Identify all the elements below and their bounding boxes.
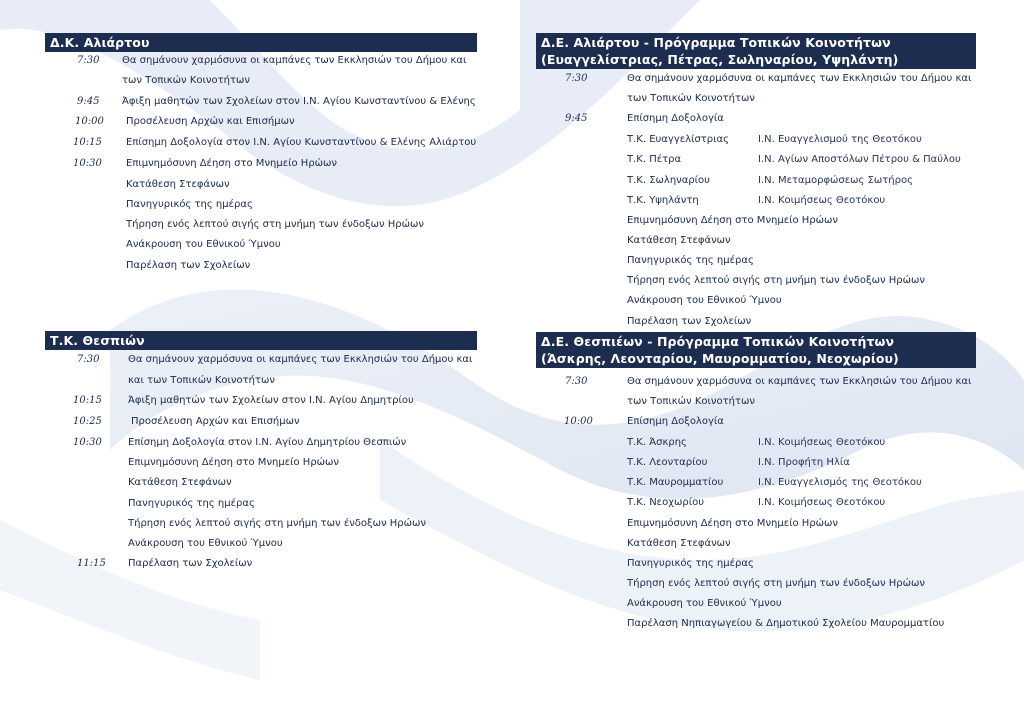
row-text: Παρέλαση των Σχολείων xyxy=(128,558,253,569)
time-label: 9:45 xyxy=(565,113,588,124)
section-thespies xyxy=(45,331,477,350)
section-thespieon-communities xyxy=(536,332,976,368)
schedule-thespies xyxy=(45,353,485,583)
row-text: Τ.Κ. Ευαγγελίστριας xyxy=(627,134,729,145)
row-text: Τ.Κ. Υψηλάντη xyxy=(627,195,699,206)
section-title-thespieon-communities xyxy=(536,332,976,368)
row-text: Επιμνημόσυνη Δέηση στο Μνημείο Ηρώων xyxy=(627,215,839,226)
row-text: Θα σημάνουν χαρμόσυνα οι καμπάνες των Εκκλησιών του Δήμου και xyxy=(627,376,972,387)
row-text: Επίσημη Δοξολογία στον Ι.Ν. Αγίου Κωνσταντίνου & Ελένης Αλιάρτου xyxy=(126,137,477,148)
church-name: Ι.Ν. Προφήτη Ηλία xyxy=(758,457,850,468)
row-text: Επιμνημόσυνη Δέηση στο Μνημείο Ηρώων xyxy=(126,158,338,169)
time-label: 10:15 xyxy=(73,395,102,406)
time-label: 10:30 xyxy=(73,158,102,169)
row-text: Άφιξη μαθητών των Σχολείων στον Ι.Ν. Αγίου Δημητρίου xyxy=(128,395,414,406)
row-text: Επίσημη Δοξολογία xyxy=(627,416,724,427)
row-text: Τ.Κ. Μαυρομματίου xyxy=(627,477,724,488)
row-text: Τήρηση ενός λεπτού σιγής στη μνήμη των ένδοξων Ηρώων xyxy=(126,219,424,230)
time-label: 9:45 xyxy=(77,96,100,107)
time-label: 10:15 xyxy=(73,137,102,148)
row-text: Κατάθεση Στεφάνων xyxy=(128,477,232,488)
row-text: Παρέλαση των Σχολείων xyxy=(126,260,251,271)
time-label: 7:30 xyxy=(77,354,100,365)
row-text: Τ.Κ. Λεονταρίου xyxy=(627,457,708,468)
row-text: Τ.Κ. Νεοχωρίου xyxy=(627,497,704,508)
title-line-1: Δ.Ε. Θεσπιέων - Πρόγραμμα Τοπικών Κοινοτήτων xyxy=(541,334,895,349)
title-line-2: (Ευαγγελίστριας, Πέτρας, Σωληναρίου, Υψηλάντη) xyxy=(541,52,899,67)
church-name: Ι.Ν. Κοιμήσεως Θεοτόκου xyxy=(758,437,886,448)
row-text: Τήρηση ενός λεπτού σιγής στη μνήμη των ένδοξων Ηρώων xyxy=(128,518,426,529)
row-text: Επιμνημόσυνη Δέηση στο Μνημείο Ηρώων xyxy=(627,518,839,529)
time-label: 10:00 xyxy=(564,416,593,427)
row-text: Επίσημη Δοξολογία στον Ι.Ν. Αγίου Δημητρίου Θεσπιών xyxy=(128,437,407,448)
row-text: Άφιξη μαθητών των Σχολείων στον Ι.Ν. Αγίου Κωνσταντίνου & Ελένης xyxy=(122,96,476,107)
row-text: Παρέλαση Νηπιαγωγείου & Δημοτικού Σχολείου Μαυρομματίου xyxy=(627,618,945,629)
church-name: Ι.Ν. Κοιμήσεως Θεοτόκου xyxy=(758,195,886,206)
row-text: Θα σημάνουν χαρμόσυνα οι καμπάνες των Εκκλησιών του Δήμου και xyxy=(627,73,972,84)
schedule-thespieon-communities xyxy=(536,375,1006,635)
row-text: και των Τοπικών Κοινοτήτων xyxy=(128,375,275,386)
row-text: Τήρηση ενός λεπτού σιγής στη μνήμη των ένδοξων Ηρώων xyxy=(627,578,925,589)
time-label: 7:30 xyxy=(565,376,588,387)
row-text: Επιμνημόσυνη Δέηση στο Μνημείο Ηρώων xyxy=(128,457,340,468)
title-line-1: Δ.Ε. Αλιάρτου - Πρόγραμμα Τοπικών Κοινοτήτων xyxy=(541,35,891,50)
time-label: 10:00 xyxy=(75,116,104,127)
time-label: 10:25 xyxy=(73,416,102,427)
row-text: Τήρηση ενός λεπτού σιγής στη μνήμη των ένδοξων Ηρώων xyxy=(627,275,925,286)
row-text: Κατάθεση Στεφάνων xyxy=(627,538,731,549)
church-name: Ι.Ν. Μεταμορφώσεως Σωτήρος xyxy=(758,175,913,186)
row-text: Ανάκρουση του Εθνικού Ύμνου xyxy=(627,598,782,609)
row-text: Θα σημάνουν χαρμόσυνα οι καμπάνες των Εκκλησιών του Δήμου και xyxy=(122,55,467,66)
row-text: των Τοπικών Κοινοτήτων xyxy=(122,75,250,86)
church-name: Ι.Ν. Αγίων Αποστόλων Πέτρου & Παύλου xyxy=(758,154,961,165)
row-text: Πανηγυρικός της ημέρας xyxy=(627,255,754,266)
row-text: Τ.Κ. Σωληναρίου xyxy=(627,175,710,186)
row-text: Παρέλαση των Σχολείων xyxy=(627,316,752,327)
row-text: των Τοπικών Κοινοτήτων xyxy=(627,396,755,407)
time-label: 7:30 xyxy=(77,55,100,66)
row-text: Πανηγυρικός της ημέρας xyxy=(627,558,754,569)
section-aliartos-communities xyxy=(536,33,976,69)
church-name: Ι.Ν. Κοιμήσεως Θεοτόκου xyxy=(758,497,886,508)
schedule-aliartos-communities xyxy=(536,72,996,332)
time-label: 7:30 xyxy=(565,73,588,84)
time-label: 10:30 xyxy=(73,437,102,448)
section-title-thespies: Τ.Κ. Θεσπιών xyxy=(45,331,477,350)
section-aliartos xyxy=(45,33,477,52)
church-name: Ι.Ν. Ευαγγελισμός της Θεοτόκου xyxy=(758,477,922,488)
row-text: Ανάκρουση του Εθνικού Ύμνου xyxy=(126,239,281,250)
row-text: Επίσημη Δοξολογία xyxy=(627,113,724,124)
row-text: Κατάθεση Στεφάνων xyxy=(126,179,230,190)
row-text: Ανάκρουση του Εθνικού Ύμνου xyxy=(627,295,782,306)
row-text: Πανηγυρικός της ημέρας xyxy=(126,199,253,210)
row-text: Θα σημάνουν χαρμόσυνα οι καμπάνες των Εκκλησιών του Δήμου και xyxy=(128,354,473,365)
title-line-2: (Άσκρης, Λεονταρίου, Μαυρομματίου, Νεοχωρίου) xyxy=(541,351,899,366)
row-text: Τ.Κ. Άσκρης xyxy=(627,437,687,448)
row-text: Προσέλευση Αρχών και Επισήμων xyxy=(126,116,295,127)
time-label: 11:15 xyxy=(77,558,106,569)
schedule-aliartos xyxy=(45,54,485,284)
row-text: Τ.Κ. Πέτρα xyxy=(627,154,682,165)
section-title-aliartos: Δ.Κ. Αλιάρτου xyxy=(45,33,477,52)
row-text: Πανηγυρικός της ημέρας xyxy=(128,498,255,509)
section-title-aliartos-communities xyxy=(536,33,976,69)
row-text: των Τοπικών Κοινοτήτων xyxy=(627,93,755,104)
row-text: Προσέλευση Αρχών και Επισήμων xyxy=(131,416,300,427)
church-name: Ι.Ν. Ευαγγελισμού της Θεοτόκου xyxy=(758,134,922,145)
row-text: Ανάκρουση του Εθνικού Ύμνου xyxy=(128,538,283,549)
row-text: Κατάθεση Στεφάνων xyxy=(627,235,731,246)
